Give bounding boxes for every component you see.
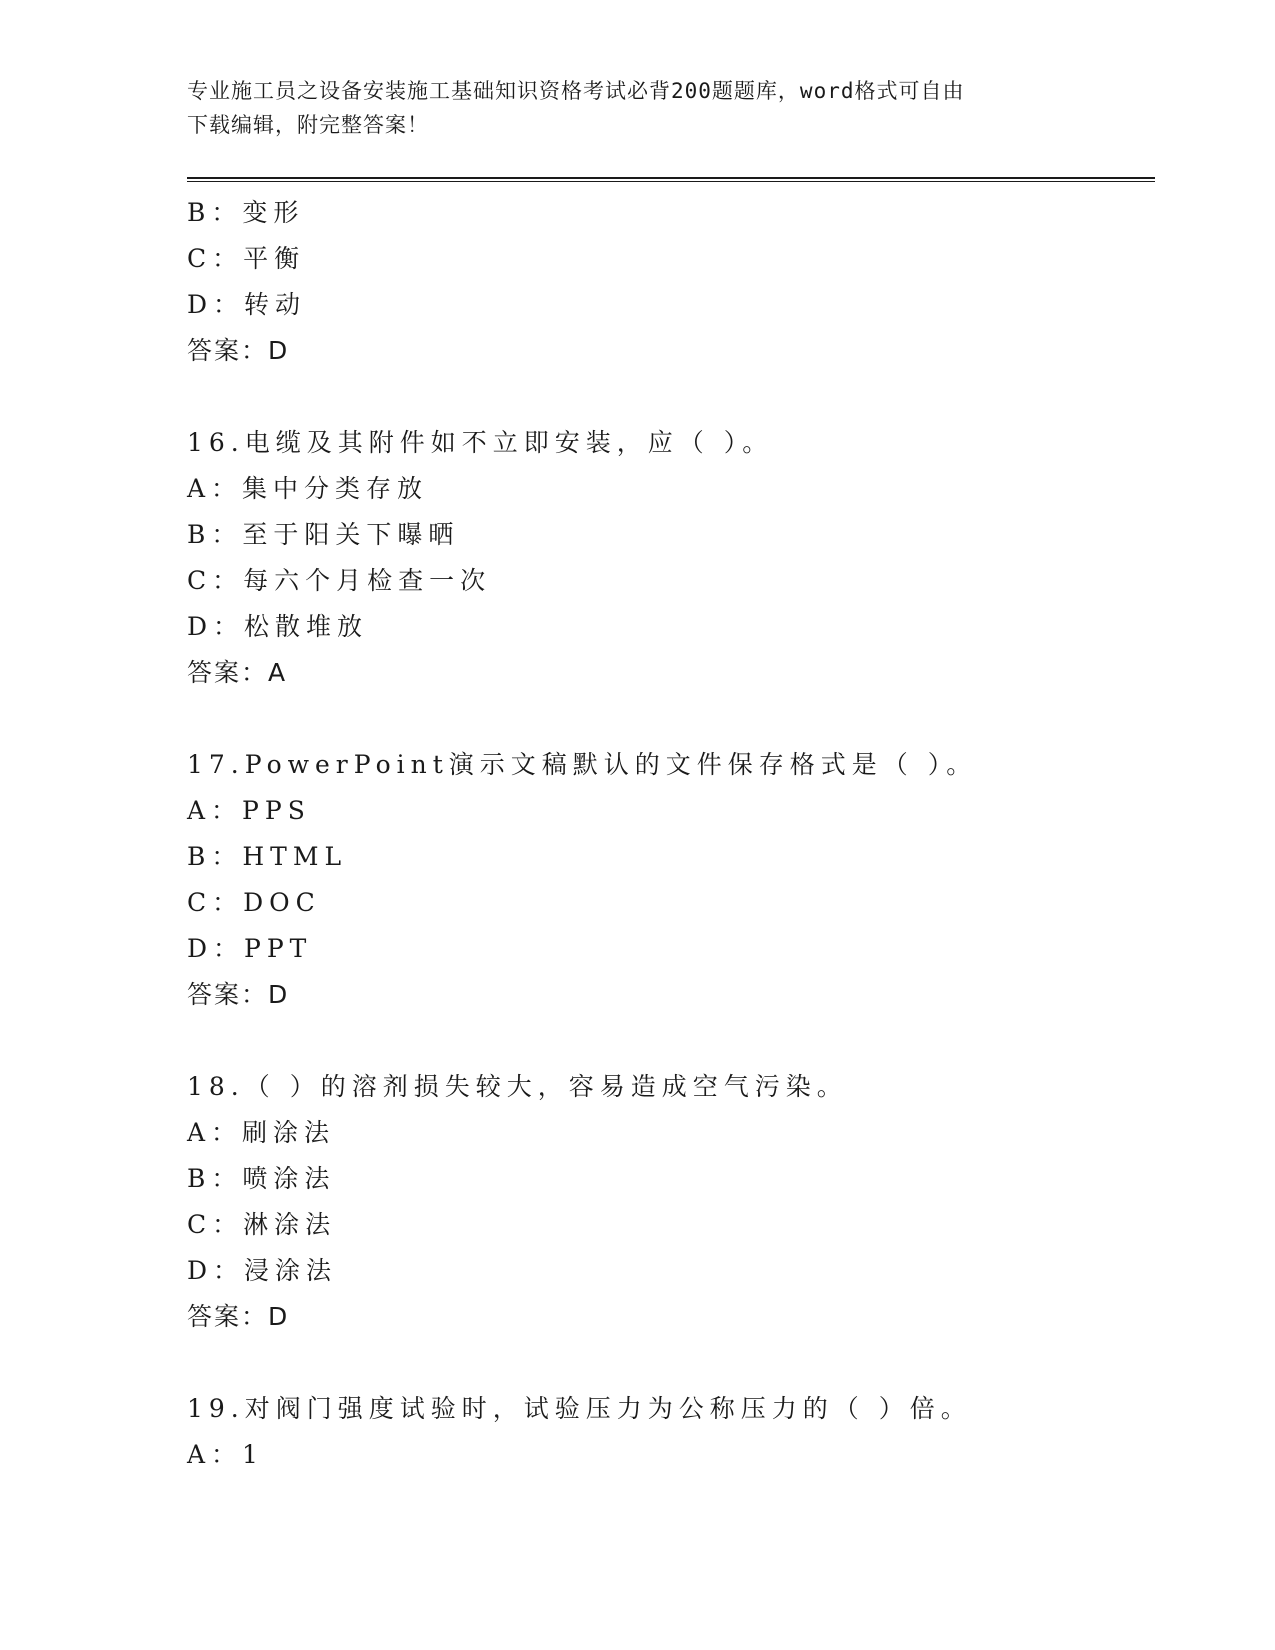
answer-line: 答案：D [187,1302,290,1331]
question-text: 16.电缆及其附件如不立即安装，应（ ）。 [187,428,774,457]
question-block-15-continued [187,190,1147,374]
option-a: A：1 [187,1440,264,1469]
document-header [187,74,1067,142]
question-text: 17.PowerPoint演示文稿默认的文件保存格式是（ ）。 [187,750,978,779]
option-a: A：刷涂法 [187,1118,336,1147]
option-c: C：DOC [187,888,321,917]
question-block-18 [187,1064,1147,1340]
header-line-1: 专业施工员之设备安装施工基础知识资格考试必背200题题库，word格式可自由 [187,79,965,103]
option-d: D：PPT [187,934,313,963]
option-c: C：平衡 [187,244,306,273]
question-text: 19.对阀门强度试验时，试验压力为公称压力的（ ）倍。 [187,1394,972,1423]
question-list [187,190,1147,1478]
option-a: A：PPS [187,796,311,825]
question-block-16 [187,420,1147,696]
option-c: C：淋涂法 [187,1210,337,1239]
answer-line: 答案：A [187,658,288,687]
option-d: D：松散堆放 [187,612,369,641]
option-b: B：变形 [187,198,305,227]
question-text: 18.（ ）的溶剂损失较大，容易造成空气污染。 [187,1072,848,1101]
option-b: B：HTML [187,842,348,871]
option-c: C：每六个月检查一次 [187,566,492,595]
option-d: D：浸涂法 [187,1256,338,1285]
option-d: D：转动 [187,290,307,319]
header-line-2: 下载编辑，附完整答案！ [187,113,429,137]
option-b: B：至于阳关下曝晒 [187,520,460,549]
answer-line: 答案：D [187,980,290,1009]
header-divider [187,177,1155,182]
question-block-17 [187,742,1147,1018]
option-a: A：集中分类存放 [187,474,429,503]
option-b: B：喷涂法 [187,1164,336,1193]
answer-line: 答案：D [187,336,290,365]
question-block-19 [187,1386,1147,1478]
